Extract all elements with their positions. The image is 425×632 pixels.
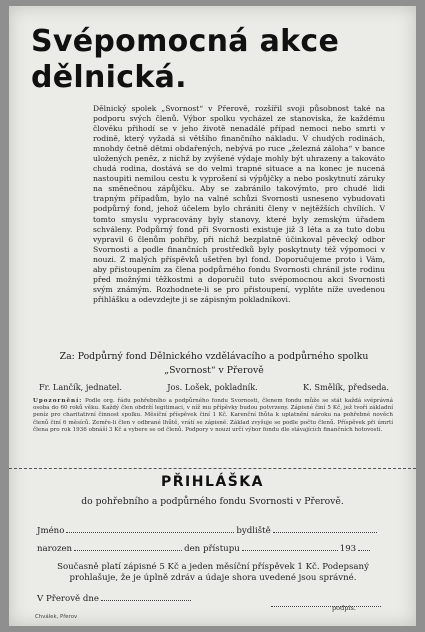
title-line-1: Svépomocná akce bbox=[31, 24, 340, 59]
signature-field[interactable] bbox=[271, 598, 381, 607]
label-den-pristupu: den přístupu bbox=[184, 544, 240, 554]
body-paragraph: Dělnický spolek „Svornost“ v Přerově, rozšířil svoji působnost také na podporu svých členů. Výbor spolku vycházel ze stanoviska, že každému člověku přihodí se v jeho životě nenadálé případ nemoci nebo smrti v rodině, který vyžadá si většího finančního nákladu. V chudých rodinách, mnohdy četně dětmi obdařených, nebývá po ruce „železná záloha“ v bance uložených peněz, z nichž by zvýšené výdaje mohly být uhrazeny a takováto chudá rodina, dostává se do velmi trapné situace a na konec je nucená nastoupiti nemilou cestu k vyprošení si výpůjčky a nebo poskytnutí záruky na směnečnou zápůjčku. Aby se zabránilo takovýmto, pro chudé lidi trapným případům, bylo na valné schůzi Svornosti usneseno vybudovati podpůrný fond, jehož účelem bylo chrániti členy v nejtěžších chvílích. V tomto smyslu vypracovány byly stanovy, které byly zemským úřadem schváleny. Podpůrný fond při Svornosti existuje již 3 léta a za tuto dobu vypravil 6 členům pohřby, při nichž bezplatně účinkoval pěvecký odbor Svornosti a podle finančních prostředků byly poskytnuty též výpomoci v nouzi. Z malých příspěvků ušetřen byl fond. Doporučujeme proto i Vám, aby přistoupením za člena podpůrného fondu Svornosti chránil jste rodinu před možnými těžkostmi a doporučil tuto svépomocnou akci Svornosti svým známým. Rozhodnete-li se pro přistoupení, vyplňte níže uvedenou přihlášku a odevzdejte ji se zápisným pokladníkovi. bbox=[93, 104, 385, 304]
name-field[interactable] bbox=[66, 524, 234, 533]
year-field[interactable] bbox=[358, 542, 370, 551]
signer-chairman: K. Smělík, předseda. bbox=[303, 382, 389, 392]
signature-label: podpis. bbox=[332, 604, 356, 612]
cut-line-divider bbox=[9, 468, 416, 469]
page-title bbox=[31, 24, 391, 96]
signer-secretary: Fr. Lančík, jednatel. bbox=[39, 382, 122, 392]
birth-field[interactable] bbox=[74, 542, 182, 551]
join-date-field[interactable] bbox=[242, 542, 338, 551]
row-place-date bbox=[37, 592, 193, 604]
address-field[interactable] bbox=[273, 524, 377, 533]
printer-credit: Chválek, Přerov bbox=[35, 614, 78, 620]
document-page bbox=[9, 6, 416, 626]
label-year: 193 bbox=[339, 544, 357, 554]
form-subtitle: do pohřebního a podpůrného fondu Svornosti v Přerově. bbox=[81, 496, 344, 507]
label-place: V Přerově dne bbox=[37, 594, 99, 604]
row-name-address bbox=[37, 524, 379, 536]
label-narozen: narozen bbox=[37, 544, 73, 554]
label-bydliste: bydliště bbox=[236, 526, 271, 536]
signers-row bbox=[39, 382, 389, 392]
notice-label: Upozornění: bbox=[33, 398, 83, 404]
notice-text: Podle org. řádu pohřebního a podpůrného fondu Svornosti, členem fondu může se stát každá svéprávná osoba do 60 roků věku. Každý člen obdrží legitimaci, v níž mu přípěvky budou potvrzeny. Zápisné činí 5 Kč, jež tvoří základní peníz pro charitativní činnost spolku. Měsíční příspěvek činí 1 Kč. Karenční lhůta k uplatnění nároku na pohřebné nověch členů činí 6 měsíců. Zemře-li člen v odbrané lhůtě, vrátí se zápisné. Základ zvyšuje se podle počtu členů. Příspěvek při úmrtí člena pro rok 1936 obnáší 3 Kč a vybere se od členů. Podpory v nouzi určí výbor fondu dle stávajících finančních hotovostí. bbox=[33, 398, 393, 433]
fund-heading: Za: Podpůrný fond Dělnického vzdělávacího a podpůrného spolku „Svornost“ v Přerově bbox=[59, 351, 369, 376]
signer-treasurer: Jos. Lošek, pokladník. bbox=[167, 382, 258, 392]
notice-block bbox=[33, 398, 393, 434]
title-line-2: dělnická. bbox=[31, 60, 187, 95]
date-field[interactable] bbox=[101, 592, 191, 601]
label-jmeno: Jméno bbox=[37, 526, 65, 536]
form-title: PŘIHLÁŠKA bbox=[161, 474, 264, 490]
row-birth-join bbox=[37, 542, 372, 554]
declaration-text: Současně platí zápisné 5 Kč a jeden měsíční příspěvek 1 Kč. Podepsaný prohlašuje, že je úplně zdráv a údaje shora uvedené jsou správné. bbox=[57, 562, 369, 583]
